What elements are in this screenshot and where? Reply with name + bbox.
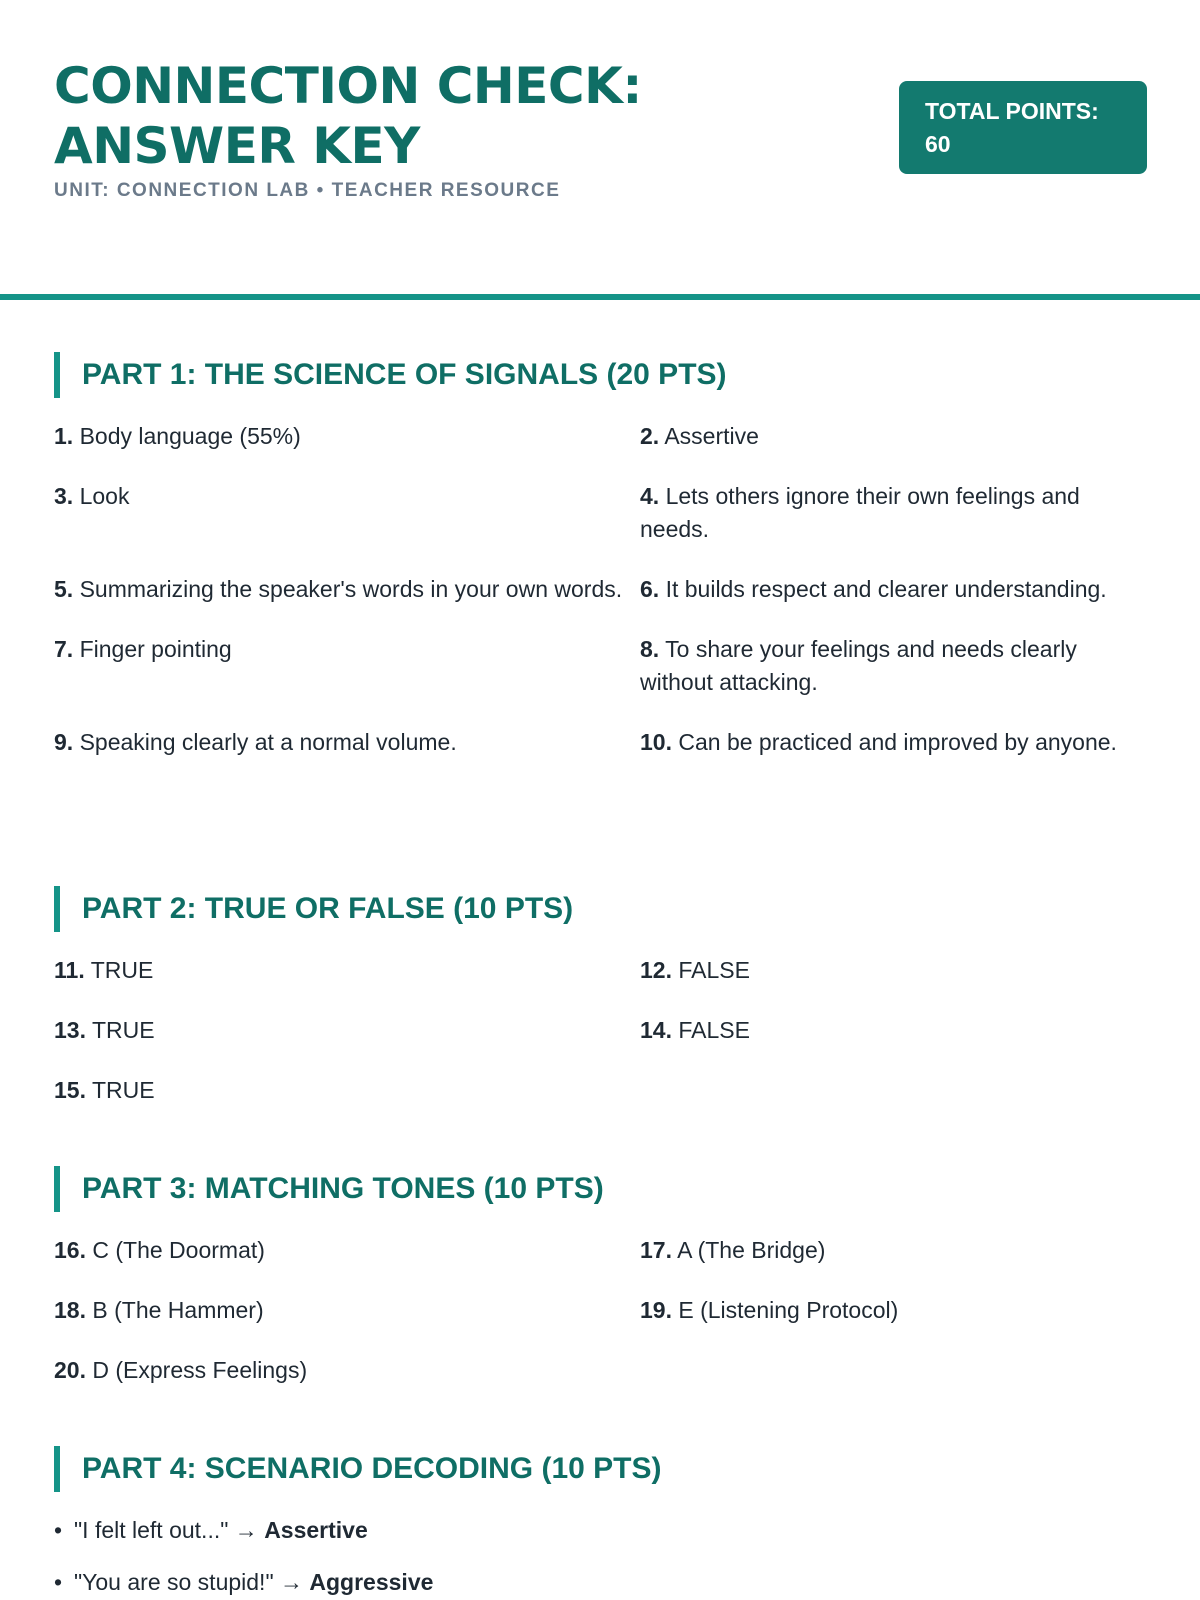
answer-item	[54, 1234, 640, 1294]
page-header	[54, 56, 1146, 206]
answer-text: TRUE	[91, 1017, 155, 1043]
answer-item	[54, 1354, 640, 1414]
answer-number: 14.	[640, 1017, 672, 1043]
part-4-section	[54, 1446, 1146, 1600]
answer-number: 11.	[54, 957, 85, 983]
section-heading	[54, 352, 1146, 398]
list-item	[54, 1566, 1146, 1599]
answer-grid	[54, 420, 1146, 786]
answer-text: C (The Doormat)	[92, 1237, 265, 1263]
answer-item	[54, 1294, 640, 1354]
answer-number: 20.	[54, 1357, 86, 1383]
answer-text: TRUE	[90, 957, 154, 983]
answer-text: A (The Bridge)	[677, 1237, 826, 1263]
answer-item	[54, 420, 640, 480]
answer-item	[640, 1014, 1146, 1074]
answer-number: 3.	[54, 483, 74, 509]
answer-text: It builds respect and clearer understanding.	[665, 576, 1107, 602]
answer-text: Look	[79, 483, 130, 509]
answer-item	[54, 1014, 640, 1074]
answer-grid	[54, 1234, 1146, 1414]
answer-number: 9.	[54, 729, 74, 755]
section-heading	[54, 1166, 1146, 1212]
answer-item	[640, 1294, 1146, 1354]
answer-text: Lets others ignore their own feelings and needs.	[640, 483, 1080, 542]
answer-text: TRUE	[91, 1077, 155, 1103]
answer-item	[54, 954, 640, 1014]
answer-item	[640, 480, 1146, 573]
answer-number: 19.	[640, 1297, 672, 1323]
answer-item	[54, 480, 640, 573]
answer-item	[54, 573, 640, 633]
answer-number: 16.	[54, 1237, 86, 1263]
answer-grid	[54, 954, 1146, 1134]
answer-text: FALSE	[678, 1017, 750, 1043]
answer-text: Assertive	[664, 423, 759, 449]
section-title: PART 2: TRUE OR FALSE (10 PTS)	[82, 892, 574, 925]
answer-number: 5.	[54, 576, 74, 602]
answer-number: 1.	[54, 423, 74, 449]
answer-item	[640, 954, 1146, 1014]
part-3-section	[54, 1166, 1146, 1414]
answer-item	[640, 420, 1146, 480]
part-2-section	[54, 886, 1146, 1134]
answer-text: B (The Hammer)	[92, 1297, 264, 1323]
scenario-answer: Assertive	[264, 1517, 368, 1543]
answer-item	[640, 573, 1146, 633]
answer-text: E (Listening Protocol)	[678, 1297, 899, 1323]
answer-item	[54, 726, 640, 786]
answer-item	[54, 633, 640, 726]
section-title: PART 1: THE SCIENCE OF SIGNALS (20 PTS)	[82, 358, 727, 391]
scenario-quote: "You are so stupid!" →	[74, 1569, 310, 1595]
answer-text: Can be practiced and improved by anyone.	[678, 729, 1117, 755]
answer-number: 8.	[640, 636, 660, 662]
section-heading	[54, 886, 1146, 932]
answer-text: Body language (55%)	[79, 423, 301, 449]
answer-text: Speaking clearly at a normal volume.	[79, 729, 457, 755]
list-item	[54, 1514, 1146, 1547]
header-divider	[0, 294, 1200, 300]
answer-number: 4.	[640, 483, 660, 509]
answer-text: FALSE	[678, 957, 750, 983]
answer-number: 2.	[640, 423, 660, 449]
section-heading	[54, 1446, 1146, 1492]
answer-number: 17.	[640, 1237, 672, 1263]
page-subtitle: UNIT: CONNECTION LAB • TEACHER RESOURCE	[54, 180, 561, 201]
answer-text: To share your feelings and needs clearly without attacking.	[640, 636, 1077, 695]
scenario-quote: "I felt left out..." →	[74, 1517, 265, 1543]
answer-item	[640, 1234, 1146, 1294]
answer-text: D (Express Feelings)	[92, 1357, 308, 1383]
answer-number: 12.	[640, 957, 672, 983]
answer-number: 13.	[54, 1017, 86, 1043]
answer-item	[640, 633, 1146, 726]
answer-number: 6.	[640, 576, 660, 602]
total-points-badge: TOTAL POINTS: 60	[899, 81, 1147, 174]
answer-item	[54, 1074, 640, 1134]
scenario-answer: Aggressive	[309, 1569, 434, 1595]
page-title: CONNECTION CHECK: ANSWER KEY	[54, 57, 642, 175]
answer-item	[640, 726, 1146, 786]
answer-text: Finger pointing	[79, 636, 232, 662]
answer-number: 15.	[54, 1077, 86, 1103]
answer-number: 10.	[640, 729, 672, 755]
answer-text: Summarizing the speaker's words in your own words.	[79, 576, 623, 602]
scenario-list	[54, 1514, 1146, 1599]
answer-number: 18.	[54, 1297, 86, 1323]
section-title: PART 4: SCENARIO DECODING (10 PTS)	[82, 1452, 662, 1485]
part-1-section	[54, 352, 1146, 786]
answer-number: 7.	[54, 636, 74, 662]
section-title: PART 3: MATCHING TONES (10 PTS)	[82, 1172, 604, 1205]
